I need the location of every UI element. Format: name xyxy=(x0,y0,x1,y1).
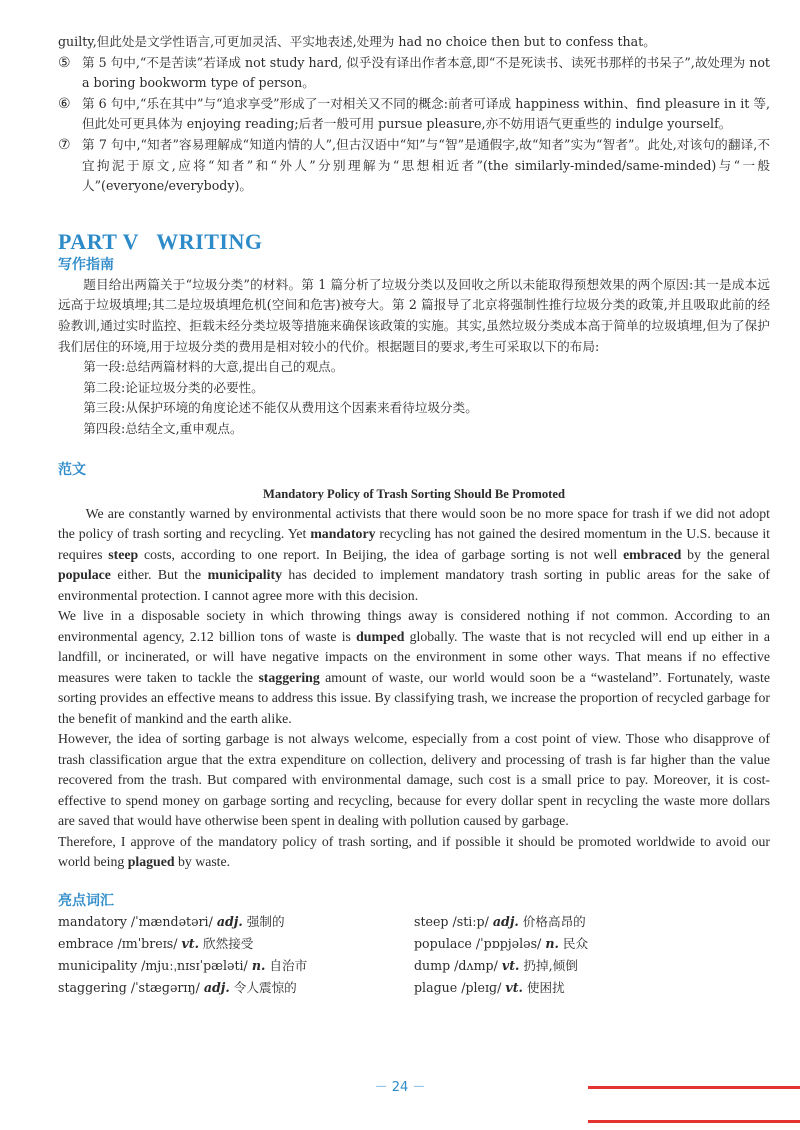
page-number: － 24 － xyxy=(374,1080,426,1095)
vocab-item: municipality /mjuːˌnɪsɪˈpæləti/ n. 自治市 xyxy=(58,957,308,973)
vocab-item: plague /pleɪɡ/ vt. 使困扰 xyxy=(414,979,565,995)
part-title: PART V WRITING xyxy=(58,228,263,254)
vocab-item: embrace /ɪmˈbreɪs/ vt. 欣然接受 xyxy=(58,935,254,951)
note-item xyxy=(58,53,770,94)
highlight-word: steep xyxy=(108,546,139,562)
note-text: 第 6 句中,“乐在其中”与“追求享受”形成了一对相关又不同的概念:前者可译成 happiness within、find pleasure in it 等,但此处可更具体为 enjoying reading;后者一般可用 pursue pleasure,亦不妨用语气更重些的 indulge yourself。 xyxy=(82,95,770,132)
vocab-item: mandatory /ˈmændətəri/ adj. 强制的 xyxy=(58,913,285,929)
highlight-word: plagued xyxy=(127,854,175,869)
vocab-item: populace /ˈpɒpjələs/ n. 民众 xyxy=(414,935,589,951)
guide-step: 第二段:论证垃圾分类的必要性。 xyxy=(83,379,264,395)
footer-red-bar xyxy=(588,1086,800,1089)
highlight-word: municipality xyxy=(207,567,282,582)
highlight-word: staggering xyxy=(258,669,320,685)
highlight-word: dumped xyxy=(356,628,405,644)
essay-paragraph: We are constantly warned by environmental activists that there would soon be no more space for trash if we did not adopt the policy of trash sorting and recycling. Yet mandatory recycling has not gained the desired momentum in the U.S. because it requires steep costs, according to one report. In Beijing, the idea of garbage sorting is not well embraced by the general populace either. But the municipality has decided to implement mandatory trash sorting in public areas for the sake of environmental protection. I cannot agree more with this decision. xyxy=(58,505,770,603)
footer-red-bar xyxy=(588,1120,800,1123)
note-number: ⑥ xyxy=(58,95,71,112)
vocab-item: dump /dʌmp/ vt. 扔掉,倾倒 xyxy=(414,957,578,973)
model-essay-heading: 范文 xyxy=(58,461,86,478)
note-text: guilty,但此处是文学性语言,可更加灵活、平实地表述,处理为 had no choice then but to confess that。 xyxy=(58,34,656,49)
vocab-item: steep /stiːp/ adj. 价格高昂的 xyxy=(414,913,586,929)
guide-step: 第三段:从保护环境的角度论述不能仅从费用这个因素来看待垃圾分类。 xyxy=(83,400,478,416)
model-essay xyxy=(58,504,770,873)
translation-notes xyxy=(58,32,770,197)
highlight-word: mandatory xyxy=(310,526,376,541)
note-item xyxy=(58,135,770,197)
note-number: ⑦ xyxy=(58,136,71,153)
vocab-item: staggering /ˈstæɡərɪŋ/ adj. 令人震惊的 xyxy=(58,979,297,995)
writing-guide-heading: 写作指南 xyxy=(58,256,114,273)
page-content xyxy=(58,32,770,998)
note-text: 第 7 句中,“知者”容易理解成“知道内情的人”,但古汉语中“知”与“智”是通假字,故“知者”实为“智者”。此处,对该句的翻译,不宜拘泥于原文,应将“知者”和“外人”分别理解为“思想相近者”(the similarly-minded/same-minded)与“一般人”(everyone/everybody)。 xyxy=(82,136,770,194)
writing-guide xyxy=(58,275,770,440)
note-item xyxy=(58,32,770,53)
vocabulary-heading: 亮点词汇 xyxy=(58,892,114,909)
vocabulary-list xyxy=(58,911,770,998)
essay-paragraph: Therefore, I approve of the mandatory policy of trash sorting, and if possible it should be promoted worldwide to avoid our world being plagued by waste. xyxy=(58,833,770,869)
note-number: ⑤ xyxy=(58,54,71,71)
note-item xyxy=(58,94,770,135)
highlight-word: populace xyxy=(58,567,111,582)
guide-step: 第一段:总结两篇材料的大意,提出自己的观点。 xyxy=(83,359,344,375)
essay-paragraph: We live in a disposable society in which throwing things away is considered nothing if not common. According to an environmental agency, 2.12 billion tons of waste is dumped globally. The waste that is not recycled will end up either in a landfill, or incinerated, or will have negative impacts on the environment in some other ways. That means if no effective measures were taken to tackle the staggering amount of waste, our world would soon be a “wasteland”. Fortunately, waste sorting provides an effective means to address this issue. By classifying trash, we increase the proportion of recycled garbage for the benefit of mankind and the earth alike. xyxy=(58,608,770,726)
essay-title: Mandatory Policy of Trash Sorting Should Be Promoted xyxy=(263,486,565,501)
note-text: 第 5 句中,“不是苦读”若译成 not study hard, 似乎没有译出作者本意,即“不是死读书、读死书那样的书呆子”,故处理为 not a boring bookworm type of person。 xyxy=(82,54,770,91)
essay-paragraph: However, the idea of sorting garbage is not always welcome, especially from a cost point of view. Those who disapprove of trash classification argue that the extra expenditure on collection, delivery and processing of trash is far higher than the value recovered from the trash. But compared with environmental damage, such cost is a small price to pay. Moreover, it is cost-effective to spend money on garbage sorting and recycling, because for every dollar spent in recycling the waste more dollars are saved that would have otherwise been spent in dealing with pollution caused by garbage. xyxy=(58,731,770,828)
guide-step: 第四段:总结全文,重申观点。 xyxy=(83,420,243,436)
highlight-word: embraced xyxy=(623,546,682,562)
guide-intro: 题目给出两篇关于“垃圾分类”的材料。第 1 篇分析了垃圾分类以及回收之所以未能取得预想效果的两个原因:其一是成本远远高于垃圾填埋;其二是垃圾填埋危机(空间和危害)被夸大。第 2 篇报导了北京将强制性推行垃圾分类的政策,并且吸取此前的经验教训,通过实时监控、拒载未经分类垃圾等措施来确保该政策的实施。其实,虽然垃圾分类成本高于简单的垃圾填埋,但为了保护我们居住的环境,用于垃圾分类的费用是相对较小的代价。根据题目的要求,考生可采取以下的布局: xyxy=(58,276,770,354)
